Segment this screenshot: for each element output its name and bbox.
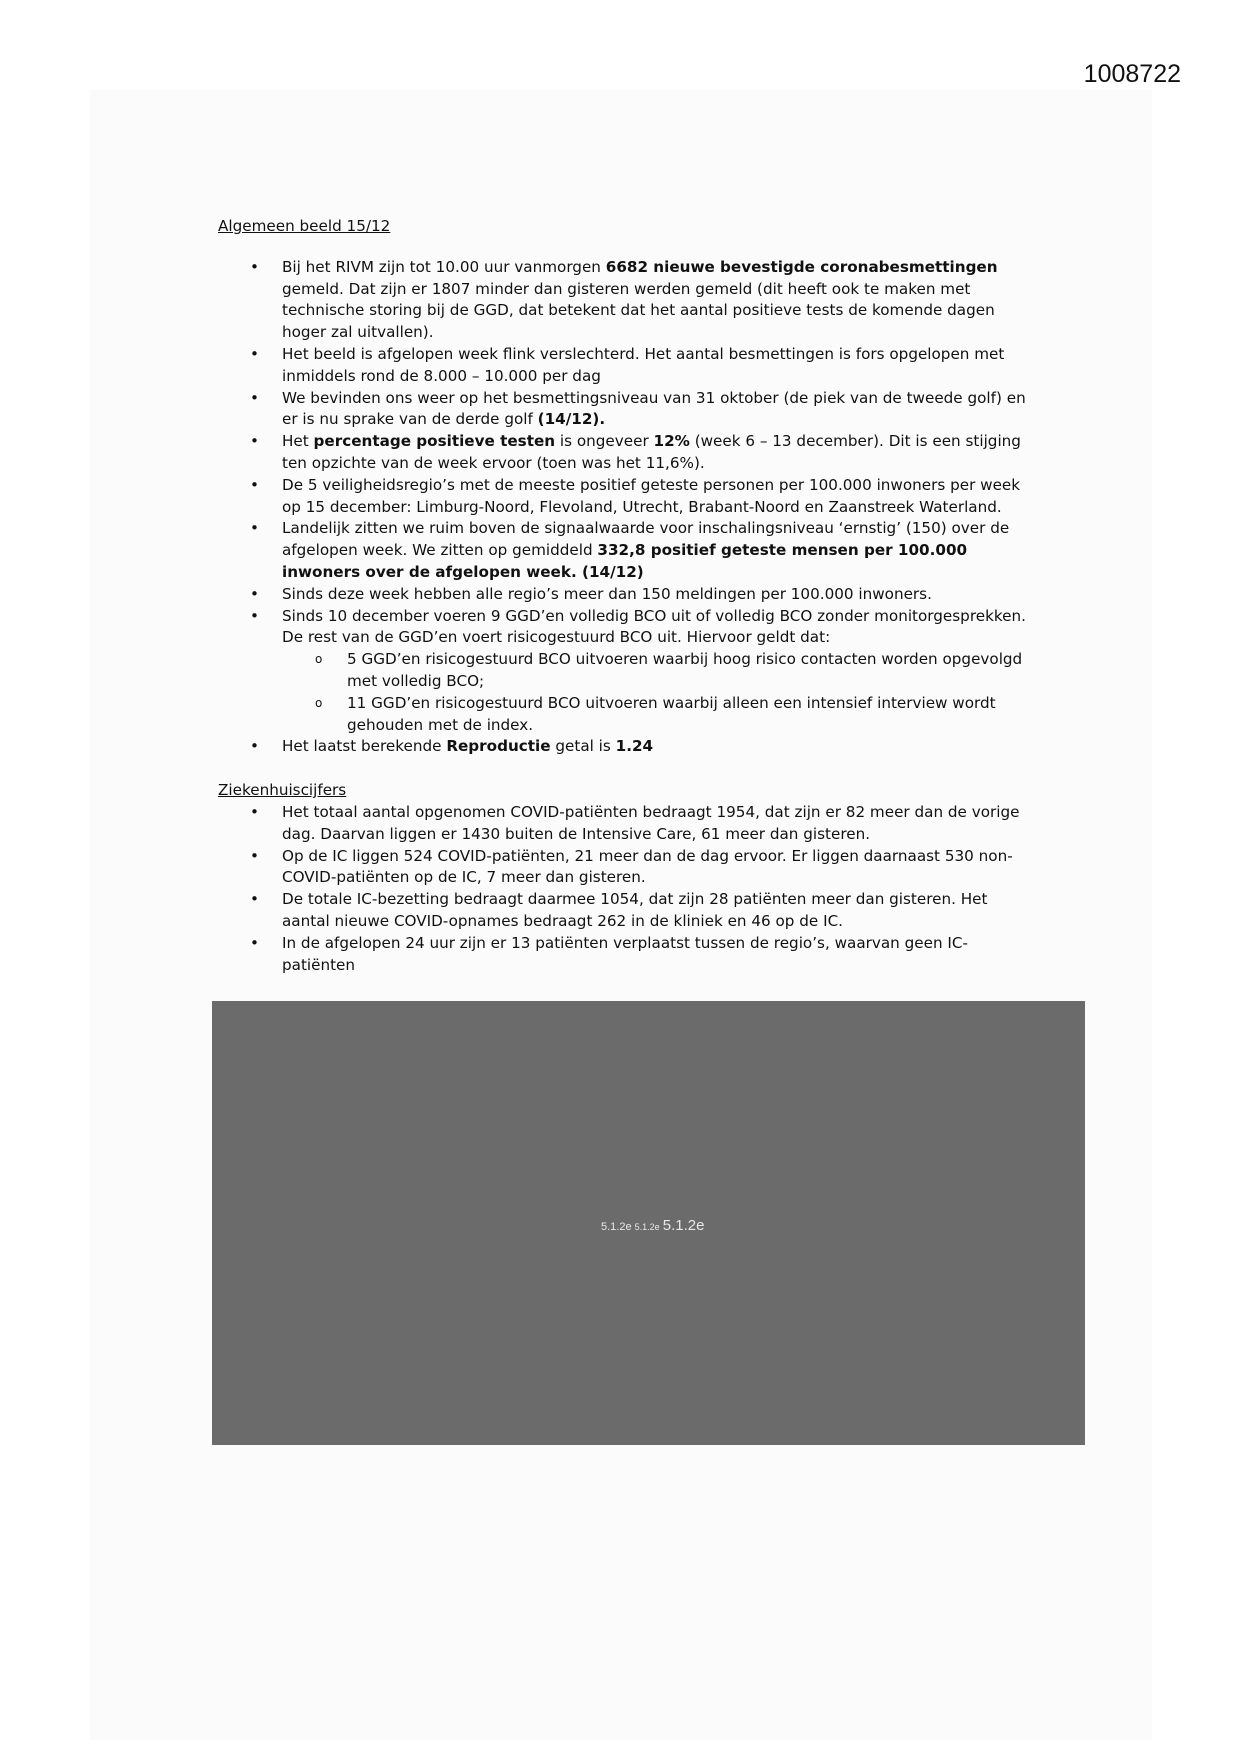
- list-item: [218, 388, 1038, 432]
- text: Sinds 10 december voeren 9 GGD’en volledig BCO uit of volledig BCO zonder monitorgesprekken. De rest van de GGD’en voert risicogestuurd BCO uit. Hiervoor geldt dat:: [282, 606, 1026, 647]
- bold-text: (14/12).: [537, 410, 606, 429]
- document-number: 1008722: [1083, 60, 1181, 88]
- redaction-labels: [601, 1217, 704, 1234]
- bold-text: percentage positieve testen: [313, 432, 556, 451]
- sub-list-item: o 5 GGD’en risicogestuurd BCO uitvoeren waarbij hoog risico contacten worden opgevolgd met volledig BCO;: [218, 649, 1038, 693]
- list-item: • Sinds deze week hebben alle regio’s meer dan 150 meldingen per 100.000 inwoners.: [218, 584, 1038, 606]
- list-item: • Het beeld is afgelopen week flink verslechterd. Het aantal besmettingen is fors opgelopen met inmiddels rond de 8.000 – 10.000 per dag: [218, 344, 1038, 388]
- list-item: • Het totaal aantal opgenomen COVID-patiënten bedraagt 1954, dat zijn er 82 meer dan de vorige dag. Daarvan liggen er 1430 buiten de Intensive Care, 61 meer dan gisteren.: [218, 802, 1038, 846]
- section-heading-hospital: Ziekenhuiscijfers: [218, 781, 347, 800]
- document-body: [218, 216, 1038, 976]
- redaction-label: 5.1.2e: [634, 1222, 660, 1232]
- redaction-label: 5.1.2e: [601, 1221, 632, 1233]
- bold-text: 6682 nieuwe bevestigde coronabesmettingen: [605, 257, 998, 276]
- list-item: [218, 736, 1038, 758]
- redacted-image-box: [212, 1001, 1085, 1445]
- text: getal is: [550, 737, 616, 756]
- section-heading-general: Algemeen beeld 15/12: [218, 217, 391, 235]
- list-item: • In de afgelopen 24 uur zijn er 13 patiënten verplaatst tussen de regio’s, waarvan geen IC-patiënten: [218, 933, 1038, 977]
- bold-text: 1.24: [615, 737, 654, 756]
- text: Het: [282, 432, 314, 451]
- list-item: [218, 431, 1038, 475]
- redaction-label: 5.1.2e: [662, 1217, 705, 1234]
- general-bullet-list: [218, 257, 1038, 758]
- text: Het laatst berekende: [282, 737, 447, 756]
- text: Landelijk zitten we ruim boven de signaalwaarde voor inschalingsniveau ‘ernstig’ (150) over de afgelopen week. We zitten op gemiddeld: [282, 519, 1010, 560]
- sub-list: [218, 649, 1038, 736]
- bold-text: 332,8 positief geteste mensen per 100.000 inwoners over de afgelopen week. (14/12): [282, 541, 968, 581]
- sub-list-item: o 11 GGD’en risicogestuurd BCO uitvoeren waarbij alleen een intensief interview wordt gehouden met de index.: [218, 693, 1038, 737]
- list-item: • De 5 veiligheidsregio’s met de meeste positief geteste personen per 100.000 inwoners per week op 15 december: Limburg-Noord, Flevoland, Utrecht, Brabant-Noord en Zaanstreek Waterland.: [218, 475, 1038, 519]
- list-item: [218, 257, 1038, 344]
- text: We bevinden ons weer op het besmettingsniveau van 31 oktober (de piek van de tweede golf) en er is nu sprake van de derde golf: [282, 388, 1026, 429]
- bold-text: Reproductie: [446, 737, 551, 756]
- text: Bij het RIVM zijn tot 10.00 uur vanmorgen: [282, 257, 606, 276]
- text: (week 6 – 13 december). Dit is een stijging ten opzichte van de week ervoor (toen was het 11,6%).: [282, 432, 1021, 472]
- list-item: • Op de IC liggen 524 COVID-patiënten, 21 meer dan de dag ervoor. Er liggen daarnaast 530 non-COVID-patiënten op de IC, 7 meer dan gisteren.: [218, 846, 1038, 890]
- bold-text: 12%: [653, 432, 690, 451]
- list-item: [218, 518, 1038, 583]
- list-item: [218, 606, 1038, 737]
- hospital-bullet-list: [218, 802, 1038, 976]
- list-item: • De totale IC-bezetting bedraagt daarmee 1054, dat zijn 28 patiënten meer dan gisteren. Het aantal nieuwe COVID-opnames bedraagt 262 in de kliniek en 46 op de IC.: [218, 889, 1038, 933]
- text: is ongeveer: [555, 432, 654, 451]
- text: gemeld. Dat zijn er 1807 minder dan gisteren werden gemeld (dit heeft ook te maken met technische storing bij de GGD, dat betekent dat het aantal positieve tests de komende dagen hoger zal uitvallen).: [282, 279, 995, 342]
